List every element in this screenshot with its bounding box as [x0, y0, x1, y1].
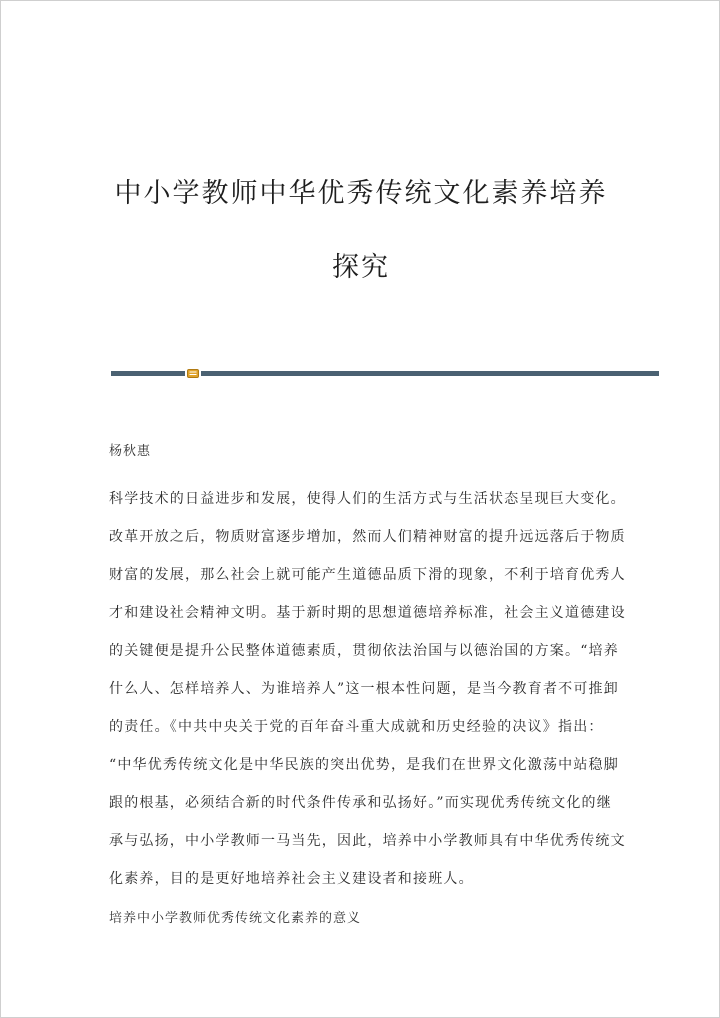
paragraph-line: 科学技术的日益进步和发展，使得人们的生活方式与生活状态呈现巨大变化。	[109, 491, 626, 507]
paragraph-line: 什么人、怎样培养人、为谁培养人”这一根本性问题，是当今教育者不可推卸	[109, 681, 619, 697]
document-title-line-2: 探究	[332, 252, 390, 283]
book-emblem-icon	[187, 369, 199, 378]
paragraph-line: 化素养，目的是更好地培养社会主义建设者和接班人。	[109, 871, 474, 887]
paragraph-line: 的责任。《中共中央关于党的百年奋斗重大成就和历史经验的决议》指出：	[109, 719, 604, 735]
divider-bar-right	[201, 371, 659, 376]
paragraph-line: 的关键便是提升公民整体道德素质，贯彻依法治国与以德治国的方案。“培养	[109, 643, 619, 659]
paragraph-line: 跟的根基，必须结合新的时代条件传承和弘扬好。”而实现优秀传统文化的继	[109, 795, 612, 811]
paragraph-line: 改革开放之后，物质财富逐步增加，然而人们精神财富的提升远远落后于物质	[109, 529, 626, 545]
document-title-line-1: 中小学教师中华优秀传统文化素养培养	[114, 178, 608, 209]
paragraph-line: 才和建设社会精神文明。基于新时期的思想道德培养标准，社会主义道德建设	[109, 605, 626, 621]
paragraph-line: 财富的发展，那么社会上就可能产生道德品质下滑的现象，不利于培育优秀人	[109, 567, 626, 583]
section-heading: 培养中小学教师优秀传统文化素养的意义	[109, 911, 362, 926]
paragraph-line: 承与弘扬，中小学教师一马当先，因此，培养中小学教师具有中华优秀传统文	[109, 833, 626, 849]
divider-bar-left	[111, 371, 185, 376]
paragraph-line: “中华优秀传统文化是中华民族的突出优势，是我们在世界文化激荡中站稳脚	[109, 757, 619, 773]
author-name: 杨秋惠	[109, 444, 152, 459]
title-divider	[111, 369, 659, 377]
